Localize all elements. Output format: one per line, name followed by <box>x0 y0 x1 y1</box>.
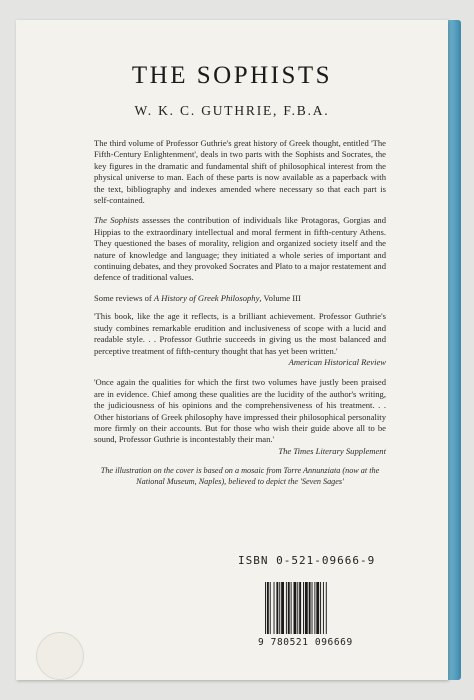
barcode-digits: 9 780521 096669 <box>258 637 353 648</box>
review-2 <box>94 377 386 457</box>
sticker-residue <box>36 632 84 680</box>
isbn-text: ISBN 0-521-09666-9 <box>238 554 376 567</box>
review-1 <box>94 311 386 368</box>
review-1-source: American Historical Review <box>288 356 386 367</box>
barcode <box>264 582 350 634</box>
book-title: THE SOPHISTS <box>131 62 333 89</box>
reviews-volume: , Volume III <box>259 292 301 303</box>
review-2-text: 'Once again the qualities for which the first two volumes have justly been praised are in evidence. Chief among these qualities are the lucidity of the author's writing, the judiciousness of his opinions and the comprehensiveness of his treatment. . . Other historians of Greek philosophy have impressed their philosophical personality more firmly on their accounts. But for those who wish their guide above all to be sound, Professor Guthrie is incontestably their man.' <box>94 377 386 445</box>
cover-illustration-caption: The illustration on the cover is based on a mosaic from Torre Annunziata (now at the National Museum, Naples), believed to depict the 'Seven Sages' <box>100 466 380 486</box>
reviews-intro: Some reviews of <box>94 292 154 303</box>
review-2-source: The Times Literary Supplement <box>278 445 386 456</box>
book-author: W. K. C. GUTHRIE, F.B.A. <box>134 103 330 118</box>
review-1-text: 'This book, like the age it reflects, is a brilliant achievement. Professor Guthrie's study combines remarkable erudition and inclusiveness of scope with a lucid and readable style. . . Professor Guthrie succeeds in giving us the most balanced and perceptive treatment of fifth-century thought that has yet been written.' <box>94 311 386 356</box>
blurb-paragraph-2-title: The Sophists <box>94 215 139 226</box>
blurb-paragraph-2 <box>94 215 386 283</box>
book-spine-edge <box>446 20 461 680</box>
blurb-paragraph-2-body: assesses the contribution of individuals like Protagoras, Gorgias and Hippias to the extraordinary intellectual and moral ferment in fifth-century Athens. They questioned the bases of morality, religion and organized society itself and the nature of knowledge and language; they initiated a whole series of important and continuing debates, and they provoked Socrates and Plato to a major restatement and defence of traditional values. <box>94 215 386 283</box>
reviews-book-title: A History of Greek Philosophy <box>153 292 260 303</box>
reviews-heading <box>94 293 386 304</box>
blurb-paragraph-1: The third volume of Professor Guthrie's great history of Greek thought, entitled 'The Fifth-Century Enlightenment', deals in two parts with the Sophists and Socrates, the key figures in the dramatic and fundamental shift of philosophical interest from the physical universe to man. Each of these parts is now available as a paperback with the text, bibliography and indexes amended where necessary so that each part is self-contained. <box>94 138 386 206</box>
book-back-cover <box>16 20 448 680</box>
barcode-bars <box>264 582 350 634</box>
blurb-text <box>94 138 386 487</box>
